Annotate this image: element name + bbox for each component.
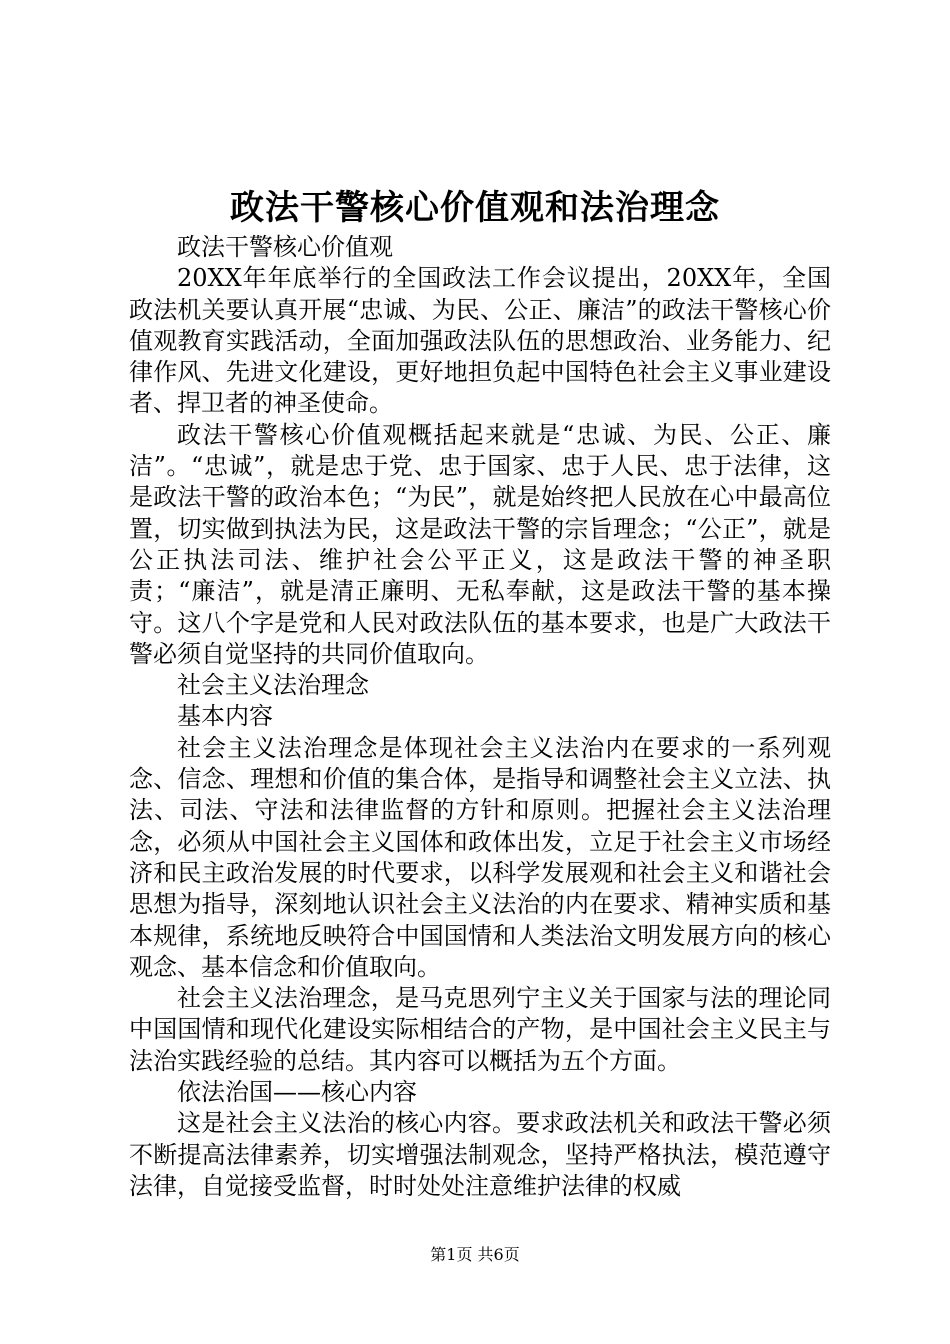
paragraph-heading-rule-of-law: 社会主义法治理念 (177, 671, 369, 700)
paragraph-heading-governing-by-law: 依法治国——核心内容 (177, 1078, 417, 1107)
paragraph-rule-of-law-definition: 社会主义法治理念是体现社会主义法治内在要求的一系列观念、信念、理想和价值的集合体，是指导和调整社会主义立法、执法、司法、守法和法律监督的方针和原则。把握社会主义法治理念，必须从中国社会主义国体和政体出发，立足于社会主义市场经济和民主政治发展的时代要求，以科学发展观和社会主义和谐社会思想为指导，深刻地认识社会主义法治的内在要求、精神实质和基本规律，系统地反映符合中国国情和人类法治文明发展方向的核心观念、基本信念和价值取向。 (129, 733, 831, 981)
paragraph-rule-of-law-origin: 社会主义法治理念，是马克思列宁主义关于国家与法的理论同中国国情和现代化建设实际相结合的产物，是中国社会主义民主与法治实践经验的总结。其内容可以概括为五个方面。 (129, 984, 831, 1075)
document-body (129, 232, 831, 1202)
page-number: 第1页 共6页 (430, 1245, 520, 1264)
paragraph-conference: 20XX年年底举行的全国政法工作会议提出，20XX年，全国政法机关要认真开展“忠诚、为民、公正、廉洁”的政法干警核心价值观教育实践活动，全面加强政法队伍的思想政治、业务能力、纪律作风、先进文化建设，更好地担负起中国特色社会主义事业建设者、捍卫者的神圣使命。 (129, 264, 831, 418)
paragraph-heading-core-values: 政法干警核心价值观 (177, 233, 393, 261)
paragraph-governing-by-law: 这是社会主义法治的核心内容。要求政法机关和政法干警必须不断提高法律素养，切实增强法制观念，坚持严格执法，模范遵守法律，自觉接受监督，时时处处注意维护法律的权威 (129, 1109, 831, 1200)
paragraph-core-values-summary: 政法干警核心价值观概括起来就是“忠诚、为民、公正、廉洁”。“忠诚”，就是忠于党、忠于国家、忠于人民、忠于法律，这是政法干警的政治本色；“为民”，就是始终把人民放在心中最高位置，切实做到执法为民，这是政法干警的宗旨理念；“公正”，就是公正执法司法、维护社会公平正义，这是政法干警的神圣职责；“廉洁”，就是清正廉明、无私奉献，这是政法干警的基本操守。这八个字是党和人民对政法队伍的基本要求，也是广大政法干警必须自觉坚持的共同价值取向。 (129, 420, 831, 668)
paragraph-heading-basic-content: 基本内容 (177, 702, 273, 731)
document-title: 政法干警核心价值观和法治理念 (230, 188, 720, 228)
